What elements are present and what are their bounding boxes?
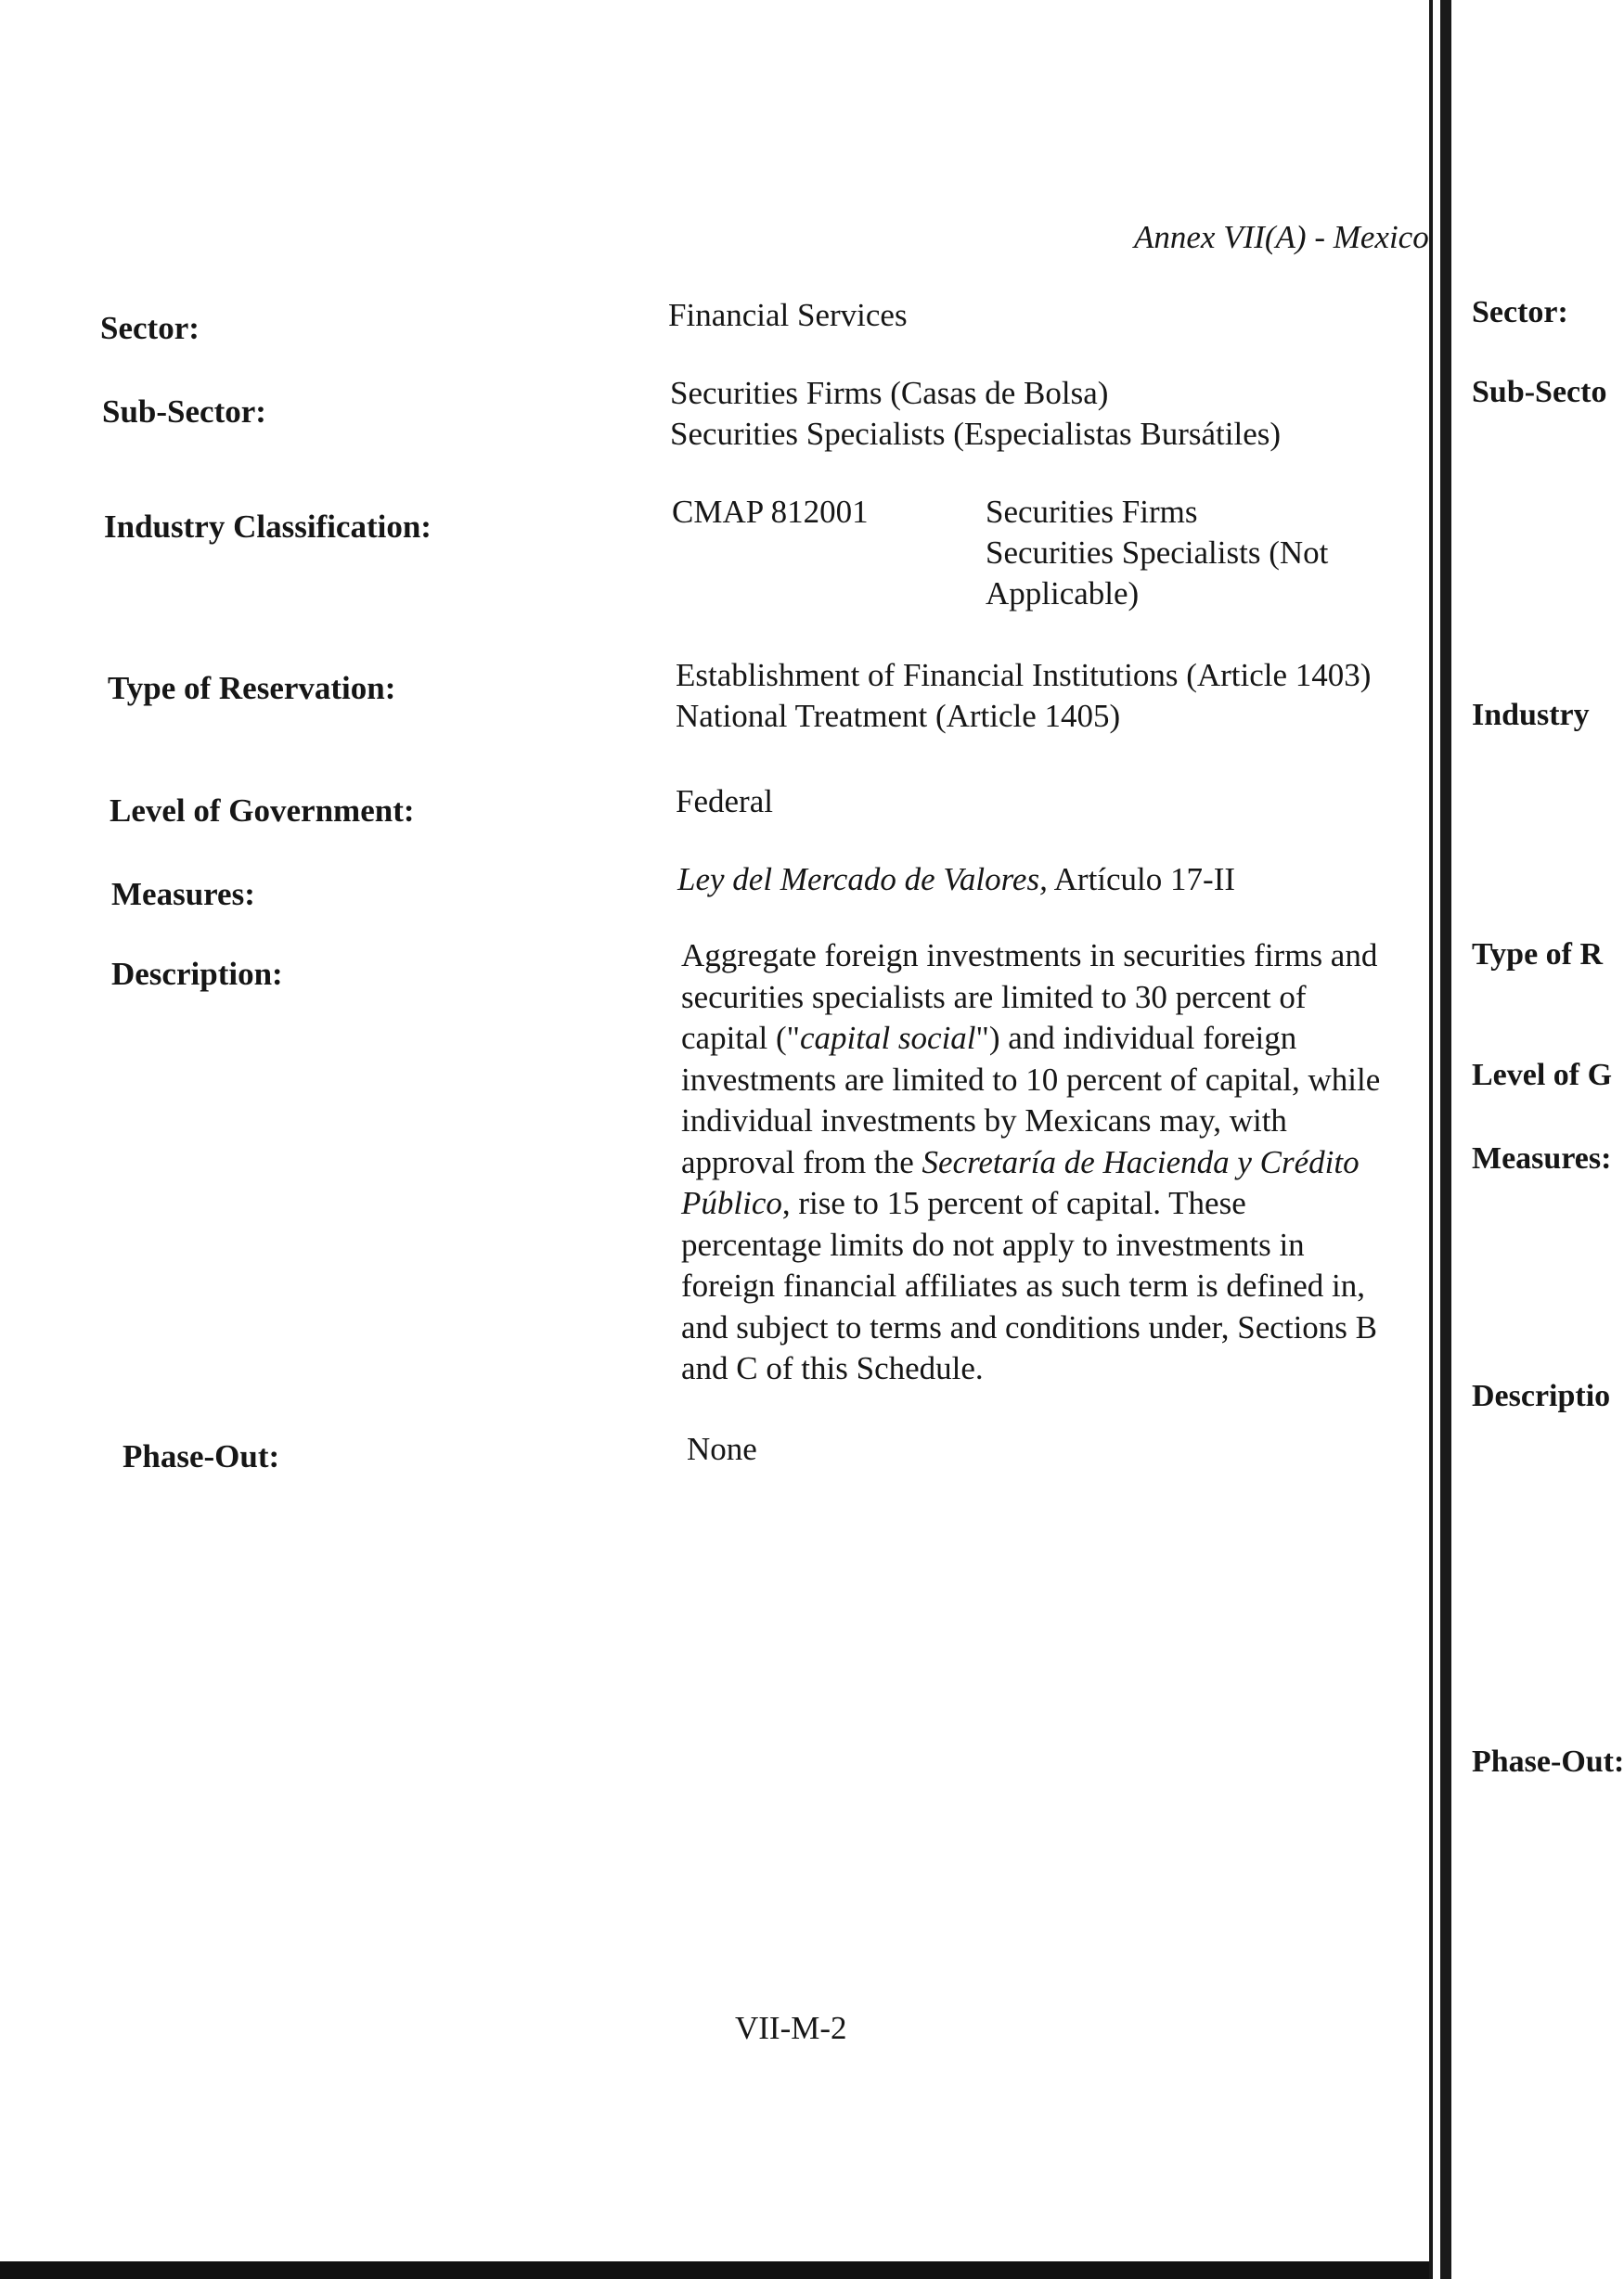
reservation-line: National Treatment (Article 1405) xyxy=(676,698,1121,734)
description-line: Aggregate foreign investments in securities firms and xyxy=(681,937,1378,973)
description-line: foreign financial affiliates as such term is defined in, xyxy=(681,1268,1366,1304)
industry-desc-line: Securities Specialists (Not xyxy=(986,534,1329,571)
description-line: securities specialists are limited to 30 percent of xyxy=(681,978,1307,1015)
adjacent-label: Sector: xyxy=(1472,295,1568,329)
type-of-reservation-value xyxy=(676,655,1371,737)
level-of-government-value: Federal xyxy=(676,783,773,819)
description-line: investments are limited to 10 percent of capital, while xyxy=(681,1061,1381,1098)
description-label: Description: xyxy=(111,956,283,992)
description-line: and subject to terms and conditions under, Sections B xyxy=(681,1308,1378,1346)
description-text xyxy=(681,935,1433,1390)
adjacent-label: Type of R xyxy=(1472,937,1604,972)
adjacent-label: Measures: xyxy=(1472,1141,1612,1176)
adjacent-page xyxy=(1451,0,1624,2279)
sector-label: Sector: xyxy=(100,310,200,346)
adjacent-label: Level of G xyxy=(1472,1058,1613,1092)
description-line: capital ("capital social") and individual foreign xyxy=(681,1020,1297,1056)
measures-article: Artículo 17-II xyxy=(1047,861,1236,897)
adjacent-label: Descriptio xyxy=(1472,1379,1611,1413)
annex-header: Annex VII(A) - Mexico xyxy=(1134,219,1429,255)
description-line: and C of this Schedule. xyxy=(681,1350,984,1386)
industry-code: CMAP 812001 xyxy=(672,494,869,530)
adjacent-label: Phase-Out: xyxy=(1472,1745,1624,1779)
sub-sector-label: Sub-Sector: xyxy=(102,393,266,430)
level-of-government-label: Level of Government: xyxy=(110,792,415,829)
description-line: approval from the Secretaría de Hacienda y Crédito xyxy=(681,1143,1360,1180)
measures-label: Measures: xyxy=(111,876,255,912)
industry-classification-label: Industry Classification: xyxy=(104,509,432,545)
reservation-line: Establishment of Financial Institutions (Article 1403) xyxy=(676,657,1372,693)
page-binding-strip xyxy=(1444,0,1451,2279)
description-line: percentage limits do not apply to investments in xyxy=(681,1226,1305,1263)
sub-sector-value xyxy=(670,373,1281,455)
phase-out-label: Phase-Out: xyxy=(122,1438,280,1474)
description-line: individual investments by Mexicans may, with xyxy=(681,1102,1287,1139)
sector-value: Financial Services xyxy=(668,297,908,333)
description-line: Público, rise to 15 percent of capital. These xyxy=(681,1185,1246,1221)
measures-value xyxy=(677,859,1235,900)
adjacent-label: Sub-Secto xyxy=(1472,375,1607,409)
phase-out-value: None xyxy=(687,1431,757,1467)
page-number: VII-M-2 xyxy=(735,2010,847,2046)
sub-sector-line: Securities Firms (Casas de Bolsa) xyxy=(670,375,1109,411)
adjacent-label: Industry xyxy=(1472,698,1590,732)
page-binding-divider xyxy=(1429,0,1444,2279)
industry-desc-line: Applicable) xyxy=(986,575,1140,612)
industry-description xyxy=(986,492,1328,614)
type-of-reservation-label: Type of Reservation: xyxy=(108,670,396,706)
measures-law-name: Ley del Mercado de Valores, xyxy=(677,861,1048,897)
scan-bottom-edge xyxy=(0,2261,1429,2279)
sub-sector-line: Securities Specialists (Especialistas Bursátiles) xyxy=(670,416,1282,452)
industry-desc-line: Securities Firms xyxy=(986,494,1198,530)
